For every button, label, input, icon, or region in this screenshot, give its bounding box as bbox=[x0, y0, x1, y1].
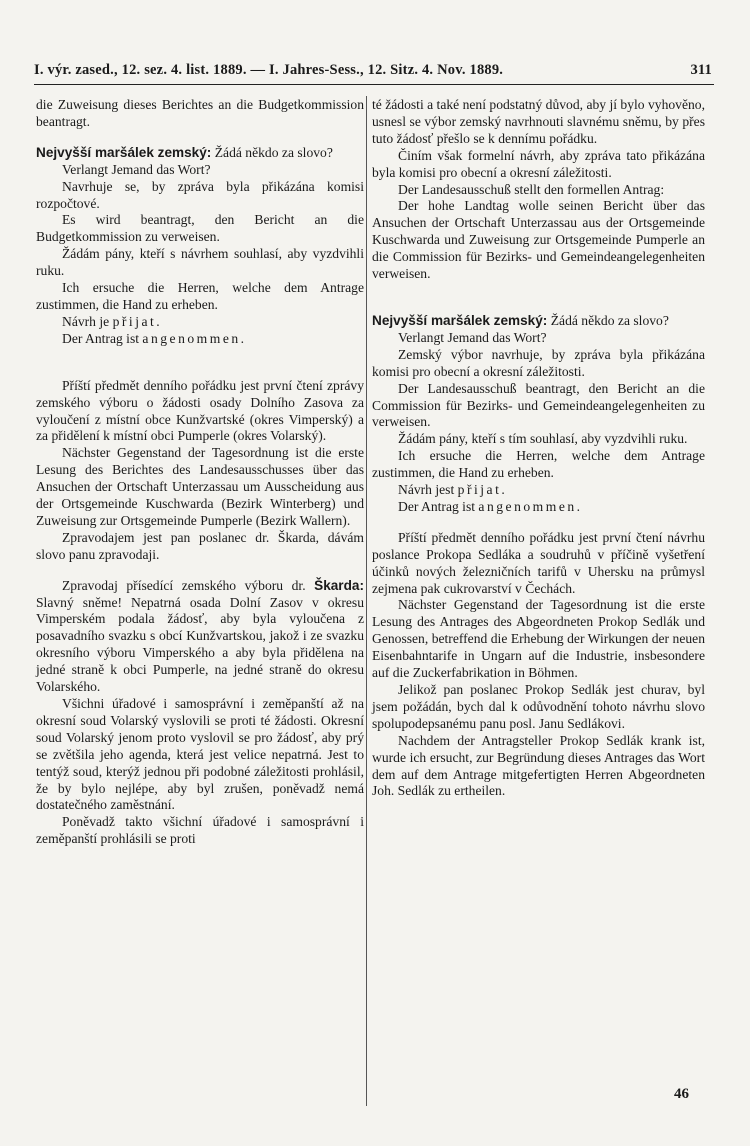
paragraph: Ich ersuche die Herren, welche dem Antrage zustimmen, die Hand zu erheben. bbox=[36, 280, 364, 312]
paragraph: Zemský výbor navrhuje, by zpráva byla přikázána komisi pro obecní a okresní záležitosti. bbox=[372, 346, 705, 379]
column-divider bbox=[366, 96, 367, 1106]
page-number: 311 bbox=[690, 62, 712, 78]
speaker-paragraph bbox=[36, 578, 364, 696]
paragraph: Verlangt Jemand das Wort? bbox=[62, 161, 211, 177]
paragraph: die Zuweisung dieses Berichtes an die Budgetkommission beantragt. bbox=[36, 97, 364, 129]
resolution-line bbox=[372, 499, 705, 516]
resolution-word: angenommen. bbox=[478, 498, 583, 514]
speaker-paragraph bbox=[36, 145, 364, 162]
speaker-name: Škarda: bbox=[314, 577, 364, 593]
paragraph: Nächster Gegenstand der Tagesordnung ist die erste Lesung des Antrages des Abgeordneten Prokop Sedlák und Genossen, betreffend die Erhebung der Wirkungen der neuen Eisenbahntarife in Ungarn auf die Industrie, insbesondere auf die Zuckerfabrikation in Böhmen. bbox=[372, 597, 705, 681]
speaker-name: Nejvyšší maršálek zemský: bbox=[372, 312, 548, 328]
paragraph: Žádám pány, kteří s návrhem souhlasí, aby vyzdvihli ruku. bbox=[36, 246, 364, 279]
paragraph: Příští předmět denního pořádku jest první čtení návrhu poslance Prokopa Sedláka a soudruhů v příčině vyšetření účinků nových železničních tarifů v Uhersku na průmysl zejmena pak cukrovarství v Čechách. bbox=[372, 529, 705, 596]
paragraph: Činím však formelní návrh, aby zpráva tato přikázána byla komisi pro obecní a okresní záležitosti. bbox=[372, 147, 705, 180]
paragraph: Der Landesausschuß stellt den formellen Antrag: bbox=[398, 181, 665, 197]
resolution-lead: Der Antrag ist bbox=[62, 330, 143, 346]
left-column bbox=[36, 97, 364, 848]
resolution-lead: Der Antrag ist bbox=[398, 498, 479, 514]
right-column bbox=[372, 97, 705, 800]
paragraph: Navrhuje se, by zpráva byla přikázána komisi rozpočtové. bbox=[36, 178, 364, 211]
paragraph: Jelikož pan poslanec Prokop Sedlák jest churav, byl jsem požádán, bych dal k odůvodnění tohoto návrhu slovo spolupodepsanému panu posl. Janu Sedlákovi. bbox=[372, 682, 705, 731]
speech-lead: Zpravodaj přísedící zemského výboru dr. bbox=[62, 577, 315, 593]
speech-text: Slavný sněme! Nepatrná osada Dolní Zasov v okresu Vimperském podala žádosť, aby byla vyloučena z posavadního svazku s obcí Kunžvartskou, jakož i ze svazku okresního výboru Vimperského a aby byla přidělena na jedné straně k obci Pumperle, na jedné straně do okresu Volarského. bbox=[36, 594, 364, 695]
resolution-line bbox=[372, 482, 705, 499]
resolution-line bbox=[36, 314, 364, 331]
resolution-word: angenommen. bbox=[142, 330, 247, 346]
header-rule bbox=[34, 84, 714, 85]
paragraph: Ich ersuche die Herren, welche dem Antrage zustimmen, die Hand zu erheben. bbox=[372, 448, 705, 481]
resolution-lead: Návrh jest bbox=[398, 482, 458, 498]
paragraph: Nächster Gegenstand der Tagesordnung ist die erste Lesung des Berichtes des Landesausschusses über das Ansuchen der Ortschaft Unterzassau um Ausscheidung aus der Ortsgemeinde Kuschwarda (Bezirk Winterberg) und Zuweisung zur Ortsgemeinde Pumperle (Bezirk Wallern). bbox=[36, 445, 364, 528]
speech-text: Žádá někdo za slovo? bbox=[547, 312, 669, 328]
resolution-lead: Návrh je bbox=[62, 313, 113, 329]
paragraph: Poněvadž takto všichní úřadové i samosprávní i zeměpanští prohlásili se proti bbox=[36, 814, 364, 847]
resolution-word: přijat. bbox=[112, 313, 163, 329]
paragraph: Příští předmět denního pořádku jest první čtení zprávy zemského výboru o žádosti osady Dolního Zasova za vyloučení z místní obce Kunžvartské (okres Vimperský) a za přidělení k místní obci Pumperle (okres Volarský). bbox=[36, 377, 364, 444]
paragraph: Es wird beantragt, den Bericht an die Budgetkommission zu verweisen. bbox=[36, 212, 364, 245]
paragraph: Der hohe Landtag wolle seinen Bericht über das Ansuchen der Ortschaft Unterzassau aus der Ortsgemeinde Kuschwarda und Zuweisung zur Ortsgemeinde Pumperle an die Commission für Bezirks- und Gemeindeangelegenheiten verweisen. bbox=[372, 198, 705, 282]
speech-text: Žádá někdo za slovo? bbox=[211, 144, 333, 160]
paragraph: Nachdem der Antragsteller Prokop Sedlák krank ist, wurde ich ersucht, zur Begründung dieses Antrages das Wort dem auf dem Antrage mitgefertigten Herren Abgeordneten Joh. Sedlák zu ertheilen. bbox=[372, 732, 705, 799]
speaker-paragraph bbox=[372, 313, 705, 330]
resolution-word: přijat. bbox=[457, 482, 508, 498]
header-title: I. výr. zased., 12. sez. 4. list. 1889. — I. Jahres-Sess., 12. Sitz. 4. Nov. 1889. bbox=[34, 62, 504, 78]
paragraph: Verlangt Jemand das Wort? bbox=[398, 329, 547, 345]
paragraph: Zpravodajem jest pan poslanec dr. Škarda, dávám slovo panu zpravodaji. bbox=[36, 529, 364, 562]
paragraph: Všichni úřadové i samosprávní i zeměpanští až na okresní soud Volarský vyslovili se proti té žádosti. Okresní soud Volarský jenom proto vyslovil se pro žádosť, aby prý se zvětšila jeho agenda, která jest velice nepatrná. Jest to tentýž soud, kterýž jednou při podobné záležitosti prohlásil, že by bylo nejlépe, aby byl zrušen, poněvadž nemá dostatečného zaměstnání. bbox=[36, 696, 364, 813]
paragraph: Der Landesausschuß beantragt, den Bericht an die Commission für Bezirks- und Gemeindeangelegenheiten zu verweisen. bbox=[372, 380, 705, 430]
paragraph: Žádám pány, kteří s tím souhlasí, aby vyzdvihli ruku. bbox=[398, 431, 688, 447]
speaker-name: Nejvyšší maršálek zemský: bbox=[36, 144, 212, 160]
paragraph: té žádosti a také není podstatný důvod, aby jí bylo vyhověno, usnesl se výbor zemský navrhnouti slavnému sněmu, by přes tuto žádosť přešlo se k dennímu pořádku. bbox=[372, 97, 705, 146]
signature-number: 46 bbox=[674, 1086, 689, 1102]
resolution-line bbox=[36, 331, 364, 348]
running-header bbox=[34, 62, 714, 79]
